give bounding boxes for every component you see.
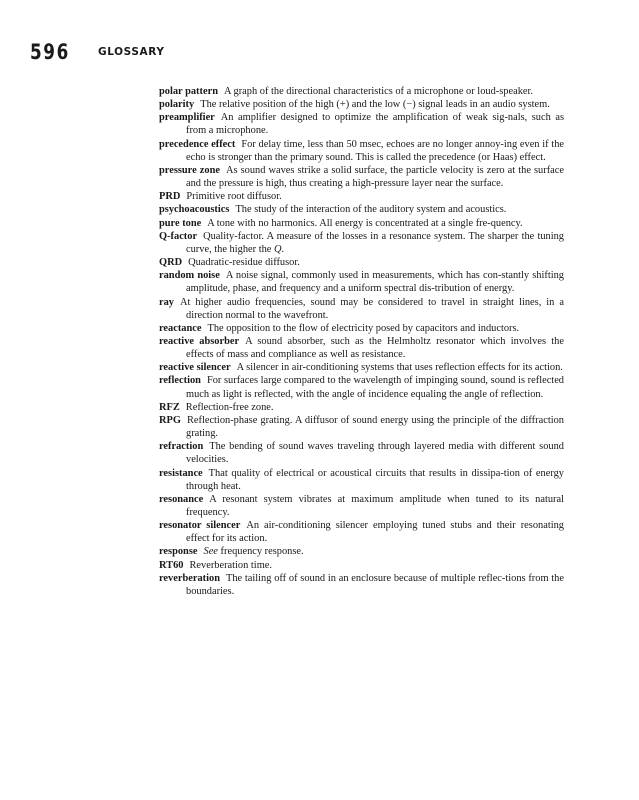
glossary-entry-resistance <box>159 467 564 493</box>
entry-definition: For delay time, less than 50 msec, echoes are no longer annoy-ing even if the echo is stronger than the primary sound. This is called the precedence (or Haas) effect. <box>186 138 564 163</box>
entry-definition: The relative position of the high (+) and the low (−) signal leads in an audio system. <box>200 99 550 111</box>
entry-term: RFZ <box>159 401 180 413</box>
glossary-entry-reflection <box>159 374 564 400</box>
entry-definition: A graph of the directional characteristics of a microphone or loud-speaker. <box>223 86 533 97</box>
entry-definition: The tailing off of sound in an enclosure because of multiple reflec-tions from the boundaries. <box>186 572 564 597</box>
entry-term: reactive silencer <box>159 362 231 374</box>
glossary-entry-refraction <box>159 440 564 466</box>
entry-definition: For surfaces large compared to the wavelength of impinging sound, sound is reflected much as light is reflected, with the angle of incidence equaling the angle of reflection. <box>186 375 564 400</box>
entry-term: polar pattern <box>159 86 218 97</box>
entry-term: reactive absorber <box>159 335 240 347</box>
glossary-entry-reactance <box>159 322 564 335</box>
entry-definition: A sound absorber, such as the Helmholtz resonator which involves the effects of mass and compliance as well as resistance. <box>186 335 564 361</box>
glossary-entry-q-factor <box>159 230 564 256</box>
entry-definition: The opposition to the flow of electricity posed by capacitors and inductors. <box>207 322 520 334</box>
glossary-entry-polarity <box>159 98 564 111</box>
glossary-entry-response <box>159 545 564 558</box>
glossary-entry-reverberation <box>159 572 564 598</box>
entry-definition: As sound waves strike a solid surface, the particle velocity is zero at the surface and the pressure is high, thus creating a high-pressure layer near the surface. <box>186 164 564 190</box>
glossary-entry-ray <box>159 296 564 322</box>
entry-term: preamplifier <box>159 112 215 124</box>
entry-term: reactance <box>159 322 202 334</box>
entry-definition: An air-conditioning silencer employing tuned stubs and their resonating effect for its action. <box>186 520 564 545</box>
entry-definition: A noise signal, commonly used in measurements, which has con-stantly shifting amplitude, phase, and frequency and a uniform spectral dis-tribution of energy. <box>186 270 564 295</box>
entry-term: precedence effect <box>159 138 236 150</box>
entry-term: resonance <box>159 493 204 505</box>
entry-definition: At higher audio frequencies, sound may be considered to travel in straight lines, in a direction normal to the wavefront. <box>180 296 564 321</box>
entry-definition: Primitive root diffusor. <box>186 191 282 203</box>
entry-term: refraction <box>159 441 204 453</box>
glossary-entry-pressure-zone <box>159 164 564 190</box>
entry-term: polarity <box>159 99 195 111</box>
entry-see-reference: See <box>203 546 218 558</box>
entry-definition: frequency response. <box>220 546 304 558</box>
entry-term: psychoacoustics <box>159 204 230 216</box>
glossary-entry-random-noise <box>159 269 564 295</box>
entry-term: reverberation <box>159 572 220 584</box>
entry-definition: A resonant system vibrates at maximum amplitude when tuned to its natural frequency. <box>186 493 564 518</box>
glossary-entry-resonance <box>159 493 564 519</box>
entry-term: QRD <box>159 257 183 269</box>
glossary-entry-rt60 <box>159 559 564 572</box>
glossary-entry-rfz <box>159 401 564 414</box>
entry-definition-q-symbol: Q <box>274 243 282 255</box>
glossary-entry-preamplifier <box>159 111 564 137</box>
entry-term: reflection <box>159 375 201 387</box>
entry-definition: A silencer in air-conditioning systems that uses reflection effects for its action. <box>236 362 563 374</box>
entry-term: pure tone <box>159 217 202 229</box>
entry-term: random noise <box>159 270 220 282</box>
entry-definition: The bending of sound waves traveling through layered media with different sound velocities. <box>186 441 564 466</box>
entry-definition: An amplifier designed to optimize the amplification of weak sig-nals, such as from a microphone. <box>186 112 564 137</box>
glossary-entry-psychoacoustics <box>159 203 564 216</box>
glossary-list <box>159 85 564 598</box>
entry-term: pressure zone <box>159 164 220 176</box>
glossary-entry-resonator-silencer <box>159 519 564 545</box>
glossary-entry-polar-pattern <box>159 85 564 98</box>
entry-term: response <box>159 546 198 558</box>
entry-definition: Quadratic-residue diffusor. <box>188 257 300 269</box>
glossary-entry-pure-tone <box>159 217 564 230</box>
entry-term: Q-factor <box>159 230 198 242</box>
running-head: GLOSSARY <box>98 46 165 58</box>
entry-definition: A tone with no harmonics. All energy is concentrated at a single fre-quency. <box>207 217 523 229</box>
entry-definition: Reflection-phase grating. A diffusor of sound energy using the principle of the diffraction grating. <box>186 414 564 440</box>
glossary-entry-qrd <box>159 256 564 269</box>
glossary-entry-reactive-absorber <box>159 335 564 361</box>
entry-definition-end: . <box>281 243 285 255</box>
entry-definition: Reflection-free zone. <box>185 401 274 413</box>
entry-definition: Quality-factor. A measure of the losses in a resonance system. The sharper the tuning curve, the higher the <box>186 230 564 255</box>
entry-term: RT60 <box>159 559 184 571</box>
entry-definition: The study of the interaction of the auditory system and acoustics. <box>235 204 507 216</box>
entry-term: ray <box>159 296 175 308</box>
entry-term: RPG <box>159 414 181 426</box>
entry-definition: Reverberation time. <box>189 559 272 571</box>
entry-term: resistance <box>159 467 203 479</box>
page-number: 596 <box>30 40 70 64</box>
entry-term: PRD <box>159 191 181 203</box>
glossary-entry-reactive-silencer <box>159 361 564 374</box>
entry-definition: That quality of electrical or acoustical circuits that results in dissipa-tion of energy through heat. <box>186 467 564 492</box>
glossary-entry-prd <box>159 190 564 203</box>
entry-term: resonator silencer <box>159 520 241 532</box>
glossary-entry-rpg <box>159 414 564 440</box>
glossary-entry-precedence-effect <box>159 138 564 164</box>
